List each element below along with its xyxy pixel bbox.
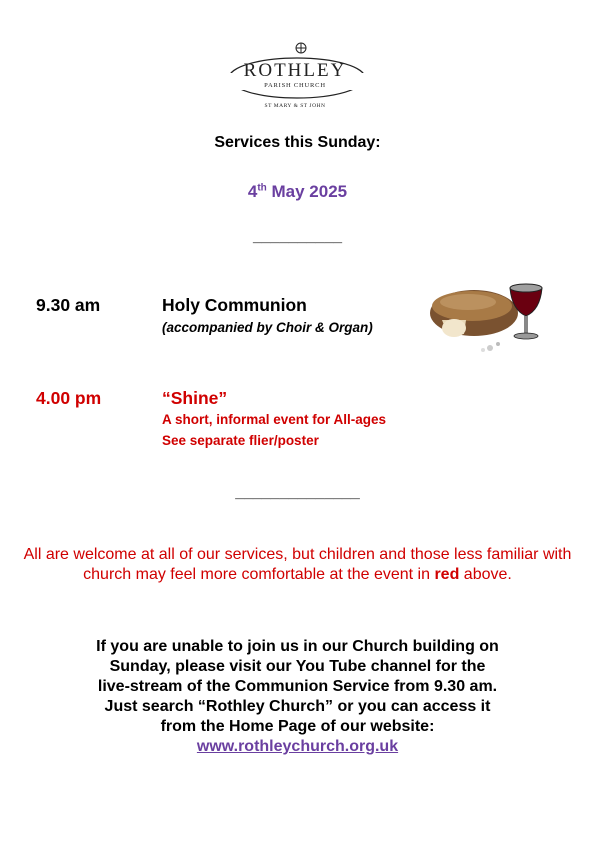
welcome-text: All are welcome at all of our services, but children and those less familiar with church may feel more comfortable at the event in [23,546,572,583]
service-description-2: A short, informal event for All-ages [162,412,387,427]
livestream-paragraph [20,637,575,757]
service-time-2: 4.00 pm [36,388,102,408]
date-suffix: th [257,182,267,194]
livestream-line-3: live-stream of the Communion Service from 9.30 am. [97,678,498,695]
welcome-highlight: red [434,566,460,583]
service-date [0,182,595,202]
website-link[interactable]: www.rothleychurch.org.uk [196,738,399,755]
service-note-1: (accompanied by Choir & Organ) [162,320,373,335]
welcome-paragraph [20,545,575,585]
logo-subtitle: PARISH CHURCH [264,82,326,89]
logo-name: ROTHLEY [243,60,347,81]
bread-and-wine-icon [428,276,553,356]
logo-footer: ST MARY & ST JOHN [264,103,326,109]
livestream-line-1: If you are unable to join us in our Church building on [96,638,499,655]
service-time-1: 9.30 am [36,295,101,315]
service-name-2: “Shine” [162,388,228,408]
date-month-year: May 2025 [266,182,348,201]
service-name-1: Holy Communion [162,295,307,315]
livestream-line-5: from the Home Page of our website: [160,718,435,735]
church-logo [220,40,370,114]
welcome-text-end: above. [459,566,512,583]
page-title: Services this Sunday: [214,134,381,151]
service-flier-note-2: See separate flier/poster [162,433,319,448]
livestream-line-2: Sunday, please visit our You Tube channel for the [109,658,486,675]
date-day: 4 [247,182,258,201]
divider-top: __________ [253,228,342,245]
divider-bottom: ______________ [235,484,360,501]
livestream-line-4: Just search “Rothley Church” or you can access it [104,698,491,715]
